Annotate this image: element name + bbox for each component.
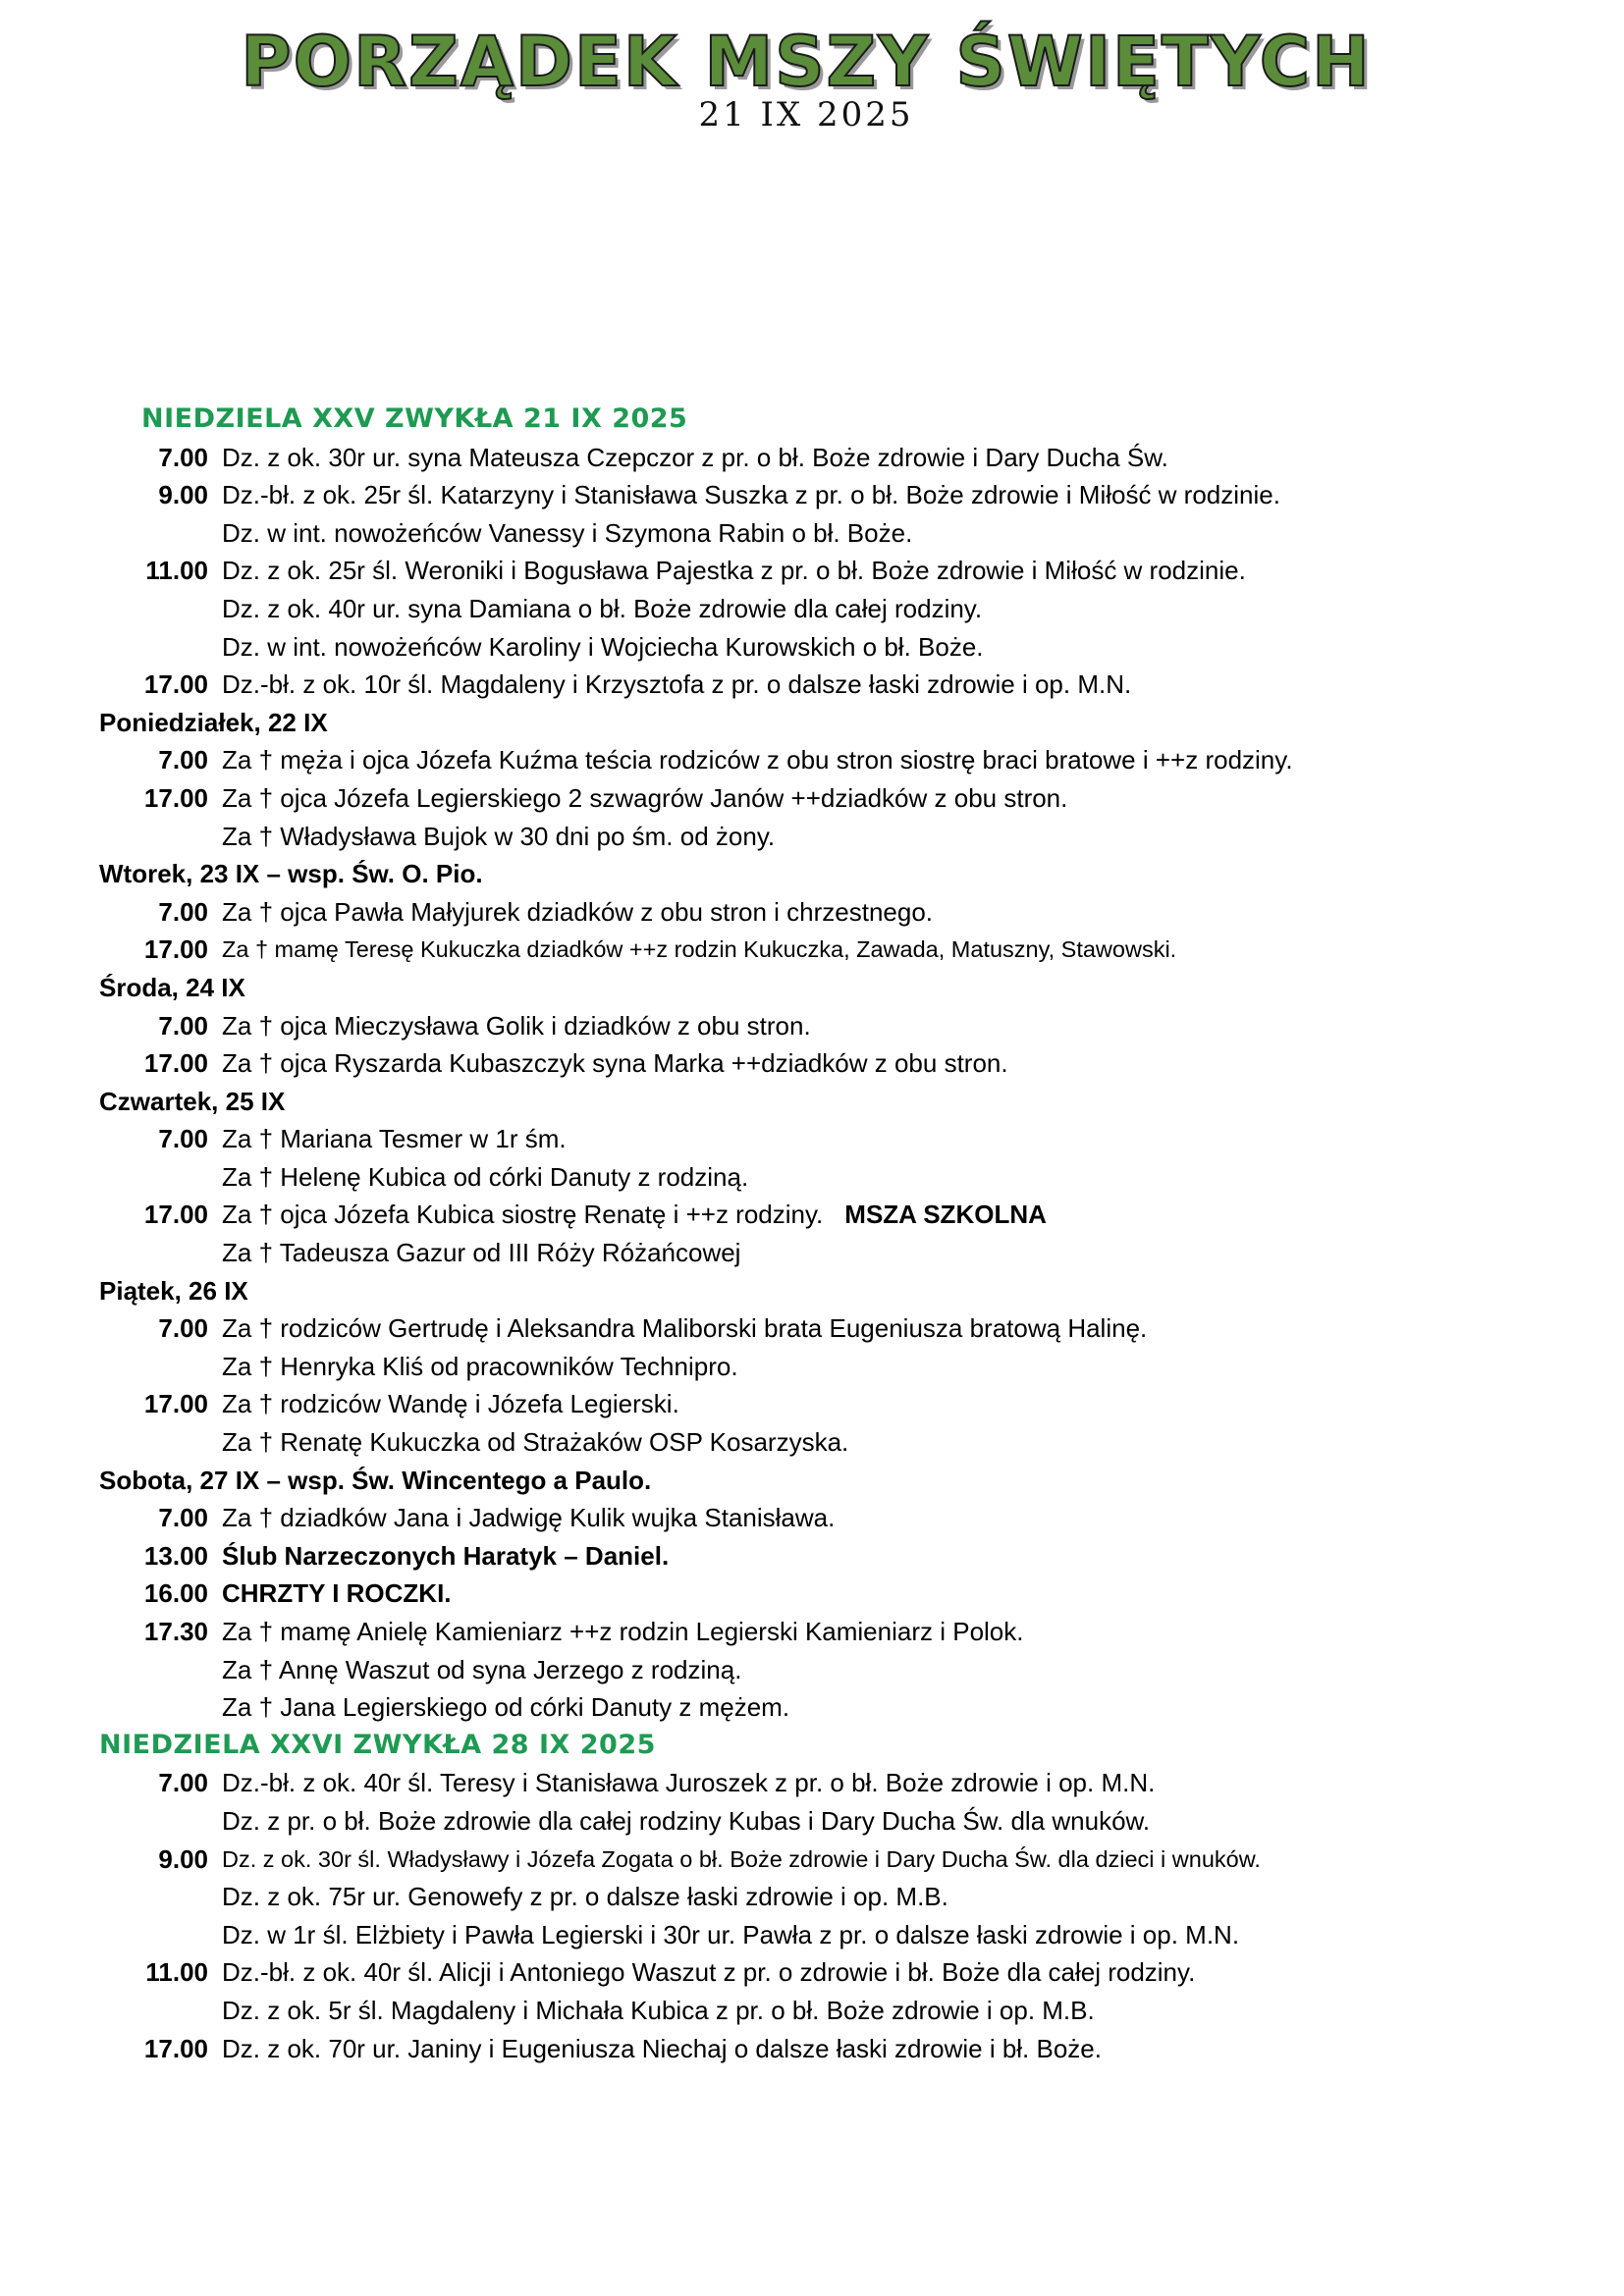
day-heading bbox=[0, 969, 1624, 1007]
mass-intention bbox=[222, 1158, 748, 1197]
mass-intention-text: Dz. z pr. o bł. Boże zdrowie dla całej rodziny Kubas i Dary Ducha Św. dla wnuków. bbox=[222, 1805, 1151, 1836]
mass-intention bbox=[222, 2030, 1102, 2068]
mass-time: 17.30 bbox=[143, 1617, 208, 1646]
mass-time: 17.00 bbox=[143, 2033, 208, 2063]
mass-intention bbox=[222, 1234, 740, 1272]
mass-intention-text: Za † ojca Ryszarda Kubaszczyk syna Marka ++dziadków z obu stron. bbox=[222, 1048, 1008, 1079]
mass-intention bbox=[222, 1385, 679, 1423]
mass-intention bbox=[222, 931, 1176, 969]
mass-entry bbox=[0, 439, 1624, 477]
mass-entry bbox=[0, 514, 1624, 553]
mass-time: 17.00 bbox=[143, 782, 208, 813]
mass-entry bbox=[0, 1878, 1624, 1916]
page-date: 21 IX 2025 bbox=[698, 95, 914, 134]
mass-entry bbox=[0, 1992, 1624, 2030]
mass-entry bbox=[0, 1385, 1624, 1423]
mass-time: 9.00 bbox=[158, 480, 208, 510]
mass-entry bbox=[0, 1309, 1624, 1348]
day-heading-label: Poniedziałek, 22 IX bbox=[99, 707, 328, 737]
mass-intention-text: Za † ojca Józefa Kubica siostrę Renatę i ++z rodziny. bbox=[222, 1200, 824, 1230]
mass-time: 9.00 bbox=[158, 1843, 208, 1874]
mass-intention bbox=[222, 1764, 1155, 1802]
mass-entry bbox=[0, 779, 1624, 818]
mass-intention-text: Za † dziadków Jana i Jadwigę Kulik wujka Stanisława. bbox=[222, 1503, 836, 1533]
mass-intention bbox=[222, 1953, 1195, 1992]
mass-note: MSZA SZKOLNA bbox=[844, 1200, 1047, 1230]
day-heading-label: Środa, 24 IX bbox=[99, 972, 245, 1002]
mass-entry bbox=[0, 1537, 1624, 1575]
mass-intention-text: Za † rodziców Gertrudę i Aleksandra Maliborski brata Eugeniusza bratową Halinę. bbox=[222, 1313, 1148, 1344]
banner bbox=[0, 22, 1624, 134]
mass-intention-text: Za † ojca Józefa Legierskiego 2 szwagrów Janów ++dziadków z obu stron. bbox=[222, 782, 1068, 813]
mass-intention bbox=[222, 1044, 1008, 1083]
mass-intention-text: Za † Henryka Kliś od pracowników Technipro. bbox=[222, 1351, 738, 1381]
mass-entry bbox=[0, 1953, 1624, 1992]
mass-intention bbox=[222, 1916, 1239, 1954]
mass-entry bbox=[0, 1575, 1624, 1613]
mass-time: 16.00 bbox=[143, 1578, 208, 1609]
day-heading bbox=[0, 1083, 1624, 1121]
mass-entry bbox=[0, 1651, 1624, 1689]
day-heading-label: Wtorek, 23 IX – wsp. Św. O. Pio. bbox=[99, 859, 483, 889]
mass-time: 17.00 bbox=[143, 1200, 208, 1230]
mass-intention bbox=[222, 514, 912, 553]
mass-intention bbox=[222, 1841, 1261, 1879]
mass-time: 17.00 bbox=[143, 934, 208, 965]
mass-time: 7.00 bbox=[158, 1010, 208, 1041]
mass-schedule bbox=[0, 400, 1624, 2067]
mass-entry bbox=[0, 741, 1624, 779]
mass-intention bbox=[222, 1348, 738, 1386]
mass-time: 11.00 bbox=[145, 1957, 208, 1988]
mass-intention bbox=[222, 552, 1246, 590]
sunday-heading bbox=[0, 400, 1624, 439]
mass-entry bbox=[0, 1423, 1624, 1462]
mass-entry bbox=[0, 1916, 1624, 1954]
mass-intention bbox=[222, 1688, 789, 1727]
mass-intention bbox=[222, 439, 1168, 477]
day-heading-label: Sobota, 27 IX – wsp. Św. Wincentego a Paulo. bbox=[99, 1465, 652, 1495]
mass-intention bbox=[222, 818, 775, 856]
sunday-heading bbox=[0, 1727, 1624, 1765]
mass-intention bbox=[222, 1992, 1095, 2030]
mass-intention-text: Dz. w int. nowożeńców Vanessy i Szymona Rabin o bł. Boże. bbox=[222, 517, 913, 548]
mass-intention-text: Za † Jana Legierskiego od córki Danuty z mężem. bbox=[222, 1692, 790, 1723]
mass-entry bbox=[0, 1613, 1624, 1651]
mass-intention bbox=[222, 893, 933, 932]
mass-intention-text: Za † Władysława Bujok w 30 dni po śm. od żony. bbox=[222, 821, 776, 851]
day-heading bbox=[0, 1272, 1624, 1310]
mass-intention-text: Dz. z ok. 5r śl. Magdaleny i Michała Kubica z pr. o bł. Boże zdrowie i op. M.B. bbox=[222, 1995, 1095, 2025]
mass-entry bbox=[0, 476, 1624, 514]
mass-intention-text: Za † Mariana Tesmer w 1r śm. bbox=[222, 1124, 567, 1154]
mass-intention-text: Za † męża i ojca Józefa Kuźma teścia rodziców z obu stron siostrę braci bratowe i ++z rodziny. bbox=[222, 745, 1293, 775]
mass-entry bbox=[0, 931, 1624, 969]
mass-intention bbox=[222, 1196, 1047, 1234]
day-heading bbox=[0, 1462, 1624, 1500]
sunday-heading-label: NIEDZIELA XXV ZWYKŁA 21 IX 2025 bbox=[141, 403, 688, 434]
mass-entry bbox=[0, 1007, 1624, 1045]
mass-intention-text: Za † mamę Teresę Kukuczka dziadków ++z rodzin Kukuczka, Zawada, Matuszny, Stawowski. bbox=[222, 936, 1177, 963]
mass-time: 7.00 bbox=[158, 1503, 208, 1533]
mass-intention-text: Dz.-bł. z ok. 25r śl. Katarzyny i Stanisława Suszka z pr. o bł. Boże zdrowie i Miłość w rodzinie. bbox=[222, 480, 1280, 510]
mass-intention bbox=[222, 476, 1280, 514]
day-heading-label: Czwartek, 25 IX bbox=[99, 1086, 286, 1116]
mass-intention-text: Za † mamę Anielę Kamieniarz ++z rodzin Legierski Kamieniarz i Polok. bbox=[222, 1617, 1024, 1646]
mass-intention bbox=[222, 741, 1293, 779]
mass-intention-text: Dz. z ok. 25r śl. Weroniki i Bogusława Pajestka z pr. o bł. Boże zdrowie i Miłość w rodzinie. bbox=[222, 556, 1246, 586]
mass-time: 17.00 bbox=[143, 1389, 208, 1419]
mass-intention-text: Za † ojca Pawła Małyjurek dziadków z obu stron i chrzestnego. bbox=[222, 896, 934, 927]
mass-entry bbox=[0, 1120, 1624, 1158]
mass-intention bbox=[222, 628, 984, 667]
mass-intention-text: Ślub Narzeczonych Haratyk – Daniel. bbox=[222, 1540, 670, 1571]
mass-intention bbox=[222, 1802, 1150, 1841]
mass-intention-text: Za † ojca Mieczysława Golik i dziadków z obu stron. bbox=[222, 1010, 811, 1041]
mass-entry bbox=[0, 1196, 1624, 1234]
mass-time: 17.00 bbox=[143, 1048, 208, 1079]
mass-entry bbox=[0, 628, 1624, 667]
mass-intention bbox=[222, 1651, 741, 1689]
mass-time: 7.00 bbox=[158, 1768, 208, 1798]
mass-intention-text: Dz. z ok. 40r ur. syna Damiana o bł. Boże zdrowie dla całej rodziny. bbox=[222, 593, 983, 623]
mass-entry bbox=[0, 1688, 1624, 1727]
mass-entry bbox=[0, 1499, 1624, 1537]
mass-intention-text: Dz.-bł. z ok. 40r śl. Teresy i Stanisława Juroszek z pr. o bł. Boże zdrowie i op. M.N. bbox=[222, 1768, 1156, 1798]
mass-time: 7.00 bbox=[158, 745, 208, 775]
mass-entry bbox=[0, 590, 1624, 628]
mass-entry bbox=[0, 1764, 1624, 1802]
mass-intention bbox=[222, 590, 982, 628]
sunday-heading-label: NIEDZIELA XXVI ZWYKŁA 28 IX 2025 bbox=[99, 1729, 656, 1760]
mass-intention bbox=[222, 1423, 848, 1462]
mass-intention-text: Dz. w 1r śl. Elżbiety i Pawła Legierski i 30r ur. Pawła z pr. o dalsze łaski zdrowie i op. M.N. bbox=[222, 1919, 1240, 1949]
mass-intention-text: Dz. w int. nowożeńców Karoliny i Wojciecha Kurowskich o bł. Boże. bbox=[222, 631, 984, 662]
mass-intention-text: Za † Helenę Kubica od córki Danuty z rodziną. bbox=[222, 1161, 749, 1192]
mass-time: 13.00 bbox=[143, 1540, 208, 1571]
mass-intention-text: Dz. z ok. 30r ur. syna Mateusza Czepczor z pr. o bł. Boże zdrowie i Dary Ducha Św. bbox=[222, 442, 1168, 472]
mass-intention-text: Dz. z ok. 75r ur. Genowefy z pr. o dalsze łaski zdrowie i op. M.B. bbox=[222, 1882, 948, 1912]
mass-time: 7.00 bbox=[158, 442, 208, 472]
mass-entry bbox=[0, 1158, 1624, 1197]
day-heading bbox=[0, 855, 1624, 893]
mass-intention bbox=[222, 666, 1131, 704]
mass-entry bbox=[0, 552, 1624, 590]
mass-intention bbox=[222, 1537, 669, 1575]
day-heading bbox=[0, 704, 1624, 742]
mass-time: 11.00 bbox=[145, 556, 208, 586]
mass-entry bbox=[0, 1044, 1624, 1083]
mass-entry bbox=[0, 1234, 1624, 1272]
mass-entry bbox=[0, 893, 1624, 932]
mass-intention bbox=[222, 1499, 835, 1537]
mass-intention-text: Dz.-bł. z ok. 10r śl. Magdaleny i Krzysztofa z pr. o dalsze łaski zdrowie i op. M.N. bbox=[222, 669, 1132, 700]
mass-intention bbox=[222, 1120, 567, 1158]
mass-intention-text: Za † Renatę Kukuczka od Strażaków OSP Kosarzyska. bbox=[222, 1427, 849, 1458]
mass-entry bbox=[0, 666, 1624, 704]
mass-time: 7.00 bbox=[158, 896, 208, 927]
mass-intention bbox=[222, 1007, 811, 1045]
mass-intention bbox=[222, 1309, 1147, 1348]
mass-intention bbox=[222, 1613, 1024, 1651]
mass-entry bbox=[0, 1841, 1624, 1879]
mass-entry bbox=[0, 1348, 1624, 1386]
mass-intention-text: Za † Annę Waszut od syna Jerzego z rodziną. bbox=[222, 1654, 742, 1684]
mass-intention-text: CHRZTY I ROCZKI. bbox=[222, 1578, 452, 1609]
mass-entry bbox=[0, 818, 1624, 856]
mass-intention bbox=[222, 1575, 452, 1613]
mass-intention-text: Dz.-bł. z ok. 40r śl. Alicji i Antoniego Waszut z pr. o zdrowie i bł. Boże dla całej rodziny. bbox=[222, 1957, 1196, 1988]
mass-entry bbox=[0, 2030, 1624, 2068]
mass-intention-text: Za † Tadeusza Gazur od III Róży Różańcowej bbox=[222, 1238, 741, 1268]
mass-entry bbox=[0, 1802, 1624, 1841]
mass-intention bbox=[222, 1878, 948, 1916]
mass-intention-text: Dz. z ok. 70r ur. Janiny i Eugeniusza Niechaj o dalsze łaski zdrowie i bł. Boże. bbox=[222, 2033, 1102, 2063]
page-title: PORZĄDEK MSZY ŚWIĘTYCH bbox=[241, 22, 1372, 102]
mass-time: 17.00 bbox=[143, 669, 208, 700]
day-heading-label: Piątek, 26 IX bbox=[99, 1275, 248, 1306]
mass-intention-text: Za † rodziców Wandę i Józefa Legierski. bbox=[222, 1389, 679, 1419]
mass-intention-text: Dz. z ok. 30r śl. Władysławy i Józefa Zogata o bł. Boże zdrowie i Dary Ducha Św. dla dzieci i wnuków. bbox=[222, 1845, 1261, 1872]
mass-intention bbox=[222, 779, 1067, 818]
mass-time: 7.00 bbox=[158, 1124, 208, 1154]
mass-time: 7.00 bbox=[158, 1313, 208, 1344]
